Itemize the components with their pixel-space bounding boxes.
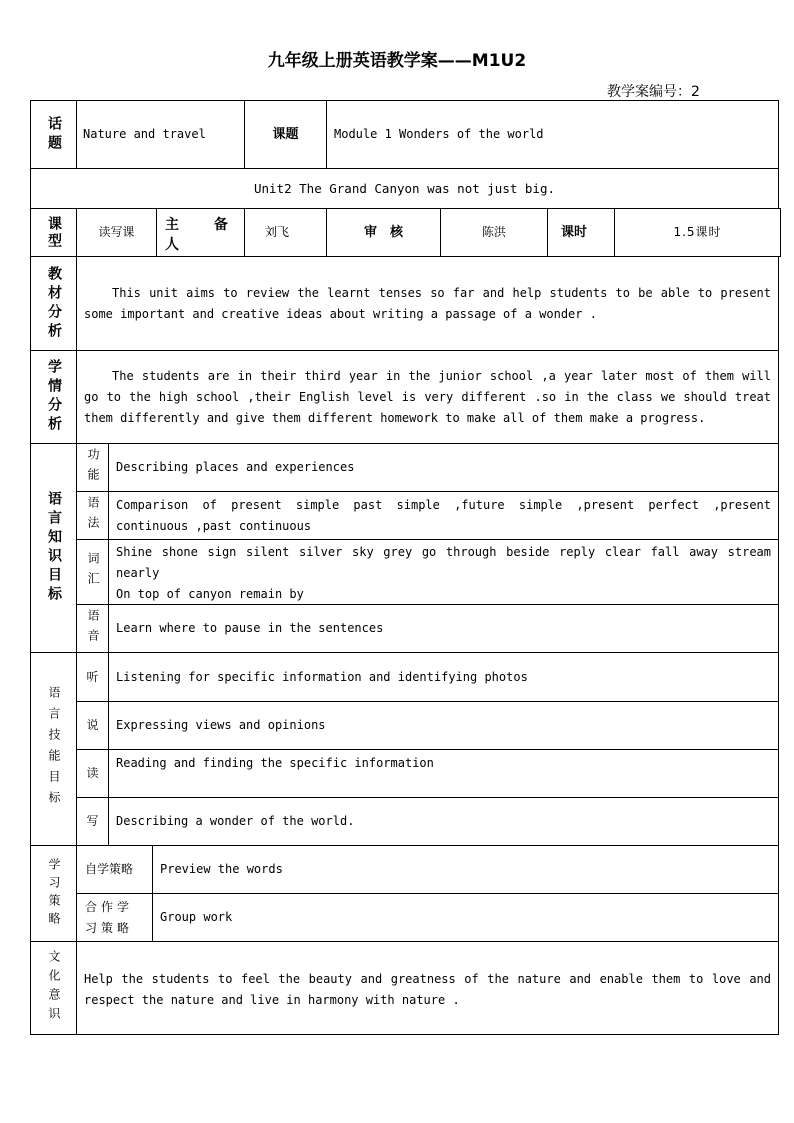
review-label: 审 核 xyxy=(363,225,403,240)
knowledge-label: 语言知识目标 xyxy=(46,491,62,605)
page-title: 九年级上册英语教学案——M1U2 xyxy=(267,51,527,71)
topic-label-cell xyxy=(31,101,76,168)
lesson-value: Module 1 Wonders of the world xyxy=(334,127,544,141)
knowledge-row-text: Comparison of present simple past simple ,future simple ,present perfect ,present continuous ,past continuous xyxy=(116,497,771,533)
strategy-label-cell xyxy=(31,846,76,941)
knowledge-row-text: Describing places and experiences xyxy=(116,460,355,474)
skills-row-text: Listening for specific information and identifying photos xyxy=(116,669,528,684)
learners-label: 学情分析 xyxy=(46,359,62,435)
knowledge-row-label: 语法 xyxy=(86,495,100,536)
doc-number-value: 2 xyxy=(691,84,700,100)
knowledge-row-text: Learn where to pause in the sentences xyxy=(116,621,384,635)
knowledge-row-label: 功能 xyxy=(86,447,100,488)
culture-text: Help the students to feel the beauty and greatness of the nature and enable them to love and respect the nature and live in harmony with nature . xyxy=(84,972,771,1007)
knowledge-row-label: 语音 xyxy=(86,608,100,649)
doc-number xyxy=(607,81,700,101)
type-value: 读写课 xyxy=(98,225,135,239)
type-label-cell xyxy=(31,209,76,256)
textbook-text: This unit aims to review the learnt tenses so far and help students to be able to present some important and creative ideas about writing a passage of a wonder . xyxy=(84,285,771,321)
topic-value: Nature and travel xyxy=(83,127,206,141)
hours-value: 1.5课时 xyxy=(673,225,722,239)
skills-row-label: 读 xyxy=(86,766,99,780)
textbook-label: 教材分析 xyxy=(46,265,62,342)
skills-row-label: 写 xyxy=(86,814,99,828)
type-label: 课型 xyxy=(46,215,62,250)
topic-label: 话题 xyxy=(46,115,62,154)
doc-number-label: 教学案编号： xyxy=(607,84,691,100)
skills-row-text: Reading and finding the specific information xyxy=(116,756,434,770)
strategy-row-text: Group work xyxy=(160,910,233,924)
strategy-label: 学习策略 xyxy=(47,857,61,930)
skills-row-label: 说 xyxy=(86,718,99,732)
textbook-cell xyxy=(77,257,778,350)
hours-label: 课时 xyxy=(560,225,587,240)
prep-label: 主 备 人 xyxy=(165,217,228,253)
strategy-row-label: 自学策略 xyxy=(85,862,134,876)
skills-row-text: Describing a wonder of the world. xyxy=(116,814,355,828)
unit-title: Unit2 The Grand Canyon was not just big. xyxy=(253,181,556,196)
knowledge-label-cell xyxy=(31,444,76,652)
culture-label: 文化意识 xyxy=(47,950,61,1026)
textbook-label-cell xyxy=(31,257,76,350)
knowledge-row-label: 词汇 xyxy=(86,552,100,592)
skills-row-text: Expressing views and opinions xyxy=(116,718,326,732)
learners-text: The students are in their third year in the junior school ,a year later most of them will go to the high school ,their English level is very different .so in the class we should treat them differently and give them different homework to make all of them make a progress. xyxy=(84,368,771,425)
knowledge-row-text: Shine shone sign silent silver sky grey go through beside reply clear fall away stream nearly On top of canyon remain by xyxy=(116,545,771,601)
skills-label: 语言技能目标 xyxy=(47,686,61,812)
prep-value: 刘飞 xyxy=(264,225,289,239)
skills-row-label: 听 xyxy=(86,669,99,684)
lesson-label: 课题 xyxy=(272,127,299,142)
culture-cell xyxy=(77,942,778,1034)
learners-cell xyxy=(77,351,778,443)
review-value: 陈洪 xyxy=(481,225,506,239)
skills-label-cell xyxy=(31,653,76,845)
learners-label-cell xyxy=(31,351,76,443)
strategy-row-label: 合作学习策略 xyxy=(85,899,134,935)
culture-label-cell xyxy=(31,942,76,1034)
strategy-row-text: Preview the words xyxy=(160,862,283,876)
